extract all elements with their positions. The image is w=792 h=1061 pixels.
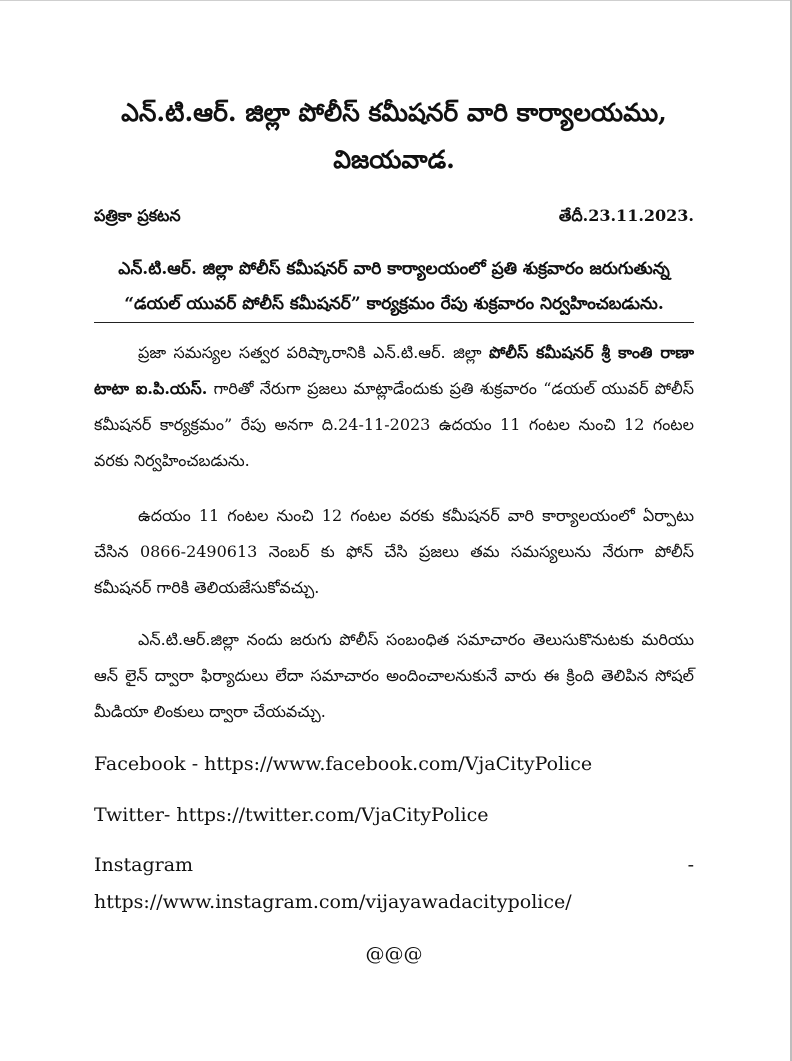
end-mark: @@@ [365, 943, 423, 965]
instagram-dash: - [687, 854, 694, 876]
paragraph-1 [94, 335, 694, 479]
page-top-border [0, 0, 792, 1]
office-title-line1: ఎన్.టి.ఆర్. జిల్లా పోలీస్ కమీషనర్ వారి కార్యాలయము, [121, 98, 667, 127]
instagram-link[interactable]: https://www.instagram.com/vijayawadacitypolice/ [94, 891, 572, 913]
subject-line1: ఎన్.టి.ఆర్. జిల్లా పోలీస్ కమీషనర్ వారి కార్యాలయంలో ప్రతి శుక్రవారం జరుగుతున్న [118, 259, 670, 279]
subject-underline [94, 322, 694, 323]
release-meta [94, 204, 694, 228]
paragraph-2: ఉదయం 11 గంటల నుంచి 12 గంటల వరకు కమీషనర్ వారి కార్యాలయంలో ఏర్పాటు చేసిన 0866-2490613 నెంబర్ కు ఫోన్ చేసి ప్రజలు తమ సమస్యలును నేరుగా పోలీస్ కమీషనర్ గారికి తెలియజేసుకోవచ్చు. [94, 506, 694, 597]
instagram-label-line [94, 852, 694, 878]
paragraph-1-text-b: గారితో నేరుగా ప్రజలు మాట్లాడేందుకు ప్రతి శుక్రవారం “డయల్ యువర్ పోలీస్ కమీషనర్ కార్యక్రమం” రేపు అనగా ది.24-11-2023 ఉదయం 11 గంటల నుంచి 12 గంటల వరకు నిర్వహించబడును. [94, 379, 695, 470]
release-date: తేదీ.23.11.2023. [558, 206, 694, 225]
instagram-label: Instagram [94, 854, 194, 876]
subject-line2: “డయల్ యువర్ పోలీస్ కమీషనర్” కార్యక్రమం రేపు శుక్రవారం నిర్వహించబడును. [124, 294, 664, 314]
paragraph-3: ఎన్.టి.ఆర్.జిల్లా నందు జరుగు పోలీస్ సంబంధిత సమాచారం తెలుసుకొనుటకు మరియు ఆన్ లైన్ ద్వారా ఫిర్యాదులు లేదా సమాచారం అందించాలనుకునే వారు ఈ క్రింది తెలిపిన సోషల్ మీడియా లింకులు ద్వారా చేయవచ్చు. [94, 630, 694, 721]
office-title-line2: విజయవాడ. [333, 145, 455, 174]
twitter-link[interactable]: Twitter- https://twitter.com/VjaCityPolice [94, 804, 489, 826]
press-release-label: పత్రికా ప్రకటన [94, 206, 181, 225]
facebook-link[interactable]: Facebook - https://www.facebook.com/VjaCityPolice [94, 753, 593, 775]
paragraph-1-text-a: ప్రజా సమస్యల సత్వర పరిష్కారానికి ఎన్.టి.ఆర్. జిల్లా [138, 343, 489, 362]
commissioner-name: పోలీస్ కమీషనర్ శ్రీ కాంతి రాణా టాటా ఐ.పి.యస్. [94, 343, 694, 398]
